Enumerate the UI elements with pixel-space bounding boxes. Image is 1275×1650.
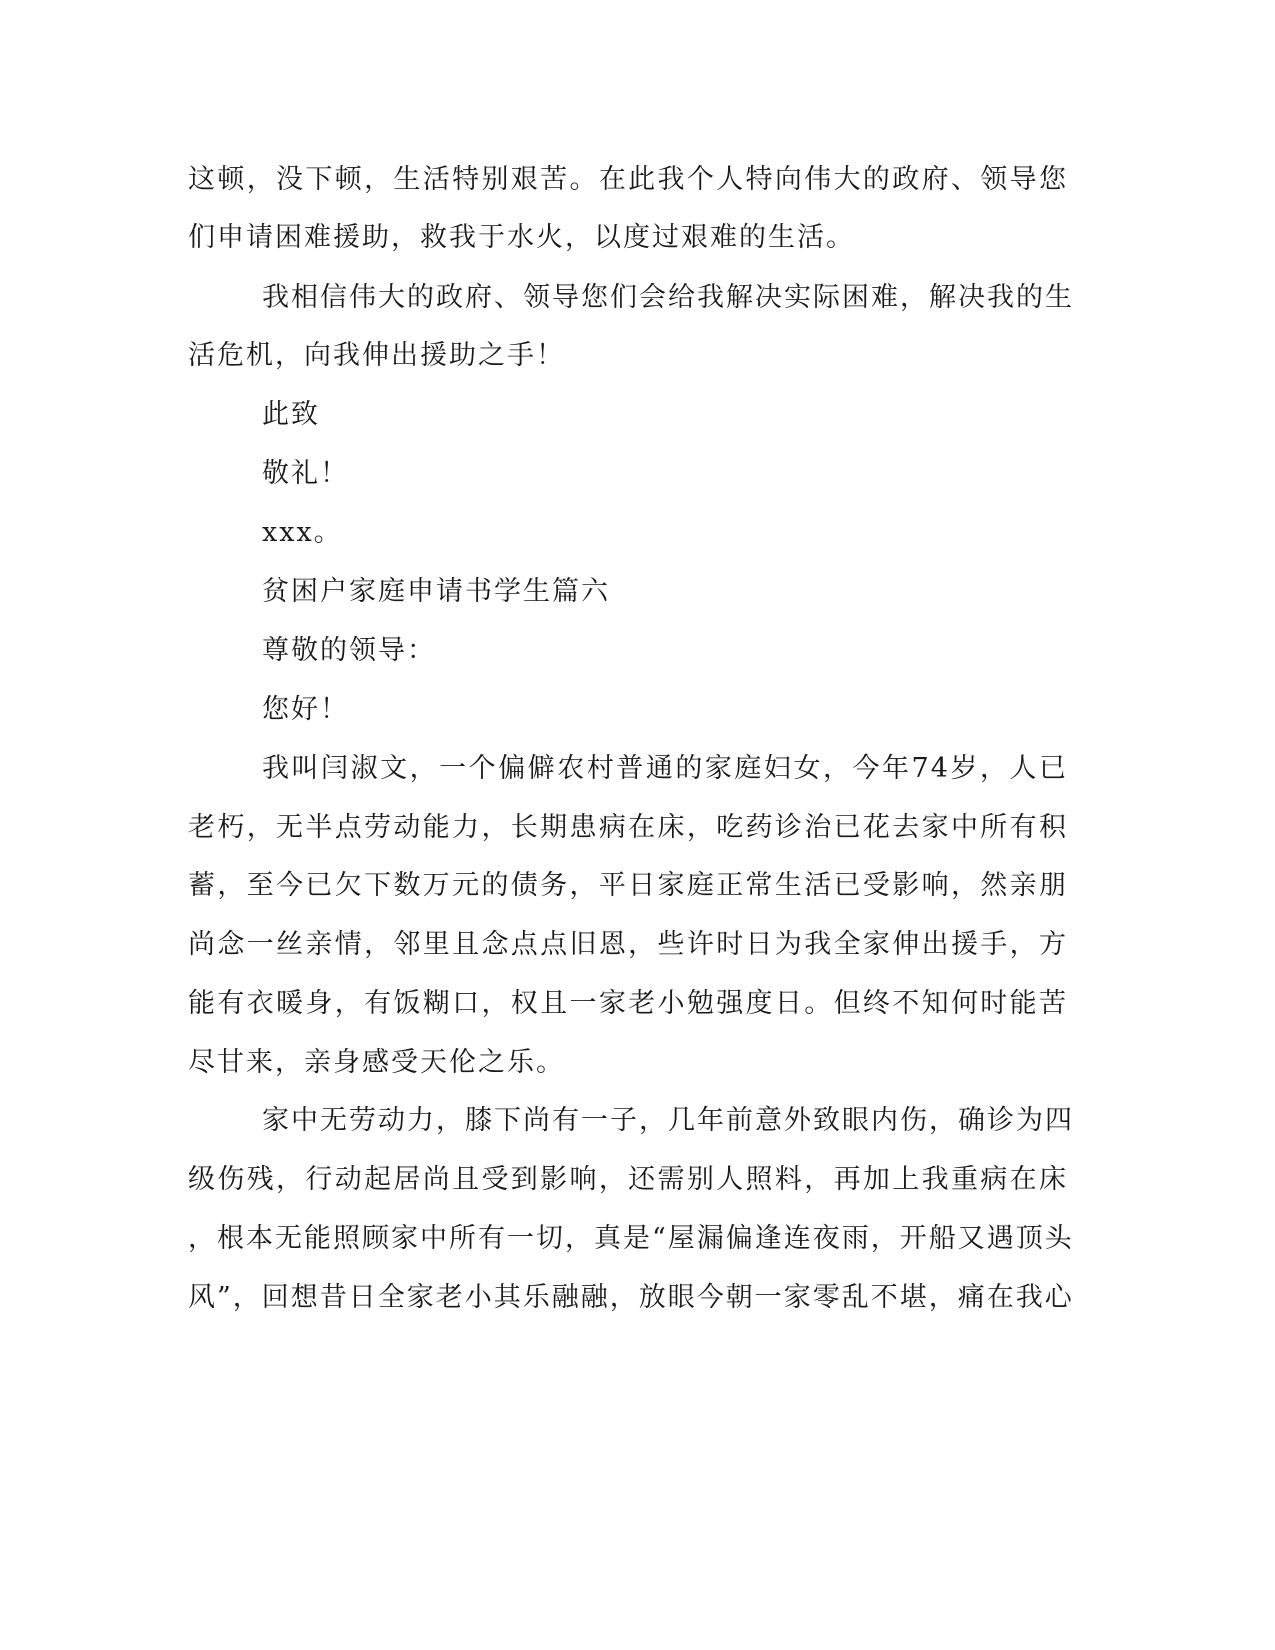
text-line: 活危机，向我伸出援助之手！ (188, 340, 565, 371)
text-line: 家中无劳动力，膝下尚有一子，几年前意外致眼内伤，确诊为四 (262, 1105, 1074, 1136)
greeting: 您好！ (262, 694, 349, 725)
salutation: 尊敬的领导： (262, 635, 436, 666)
text-line: xxx。 (262, 517, 343, 548)
text-line: 们申请困难援助，救我于水火，以度过艰难的生活。 (188, 222, 855, 253)
text-line: 敬礼！ (262, 458, 349, 489)
text-line: 我相信伟大的政府、领导您们会给我解决实际困难，解决我的生 (262, 282, 1074, 313)
text-line: 此致 (262, 399, 320, 430)
text-line: 我叫闫淑文，一个偏僻农村普通的家庭妇女，今年74岁，人已 (262, 753, 1068, 784)
text-line: 级伤残，行动起居尚且受到影响，还需别人照料，再加上我重病在床 (188, 1164, 1068, 1195)
text-line: 老朽，无半点劳动能力，长期患病在床，吃药诊治已花去家中所有积 (188, 812, 1068, 843)
section-heading: 贫困户家庭申请书学生篇六 (262, 576, 610, 607)
text-line: 尚念一丝亲情，邻里且念点点旧恩，些许时日为我全家伸出援手，方 (188, 929, 1068, 960)
text-line: 这顿，没下顿，生活特别艰苦。在此我个人特向伟大的政府、领导您 (188, 164, 1068, 195)
text-line: 尽甘来，亲身感受天伦之乐。 (188, 1047, 565, 1078)
text-line: 蓄，至今已欠下数万元的债务，平日家庭正常生活已受影响，然亲朋 (188, 870, 1068, 901)
text-line: ，根本无能照顾家中所有一切，真是“屋漏偏逢连夜雨，开船又遇顶头 (188, 1223, 1074, 1254)
text-line: 风”，回想昔日全家老小其乐融融，放眼今朝一家零乱不堪，痛在我心 (188, 1282, 1074, 1313)
text-line: 能有衣暖身，有饭糊口，权且一家老小勉强度日。但终不知何时能苦 (188, 988, 1068, 1019)
